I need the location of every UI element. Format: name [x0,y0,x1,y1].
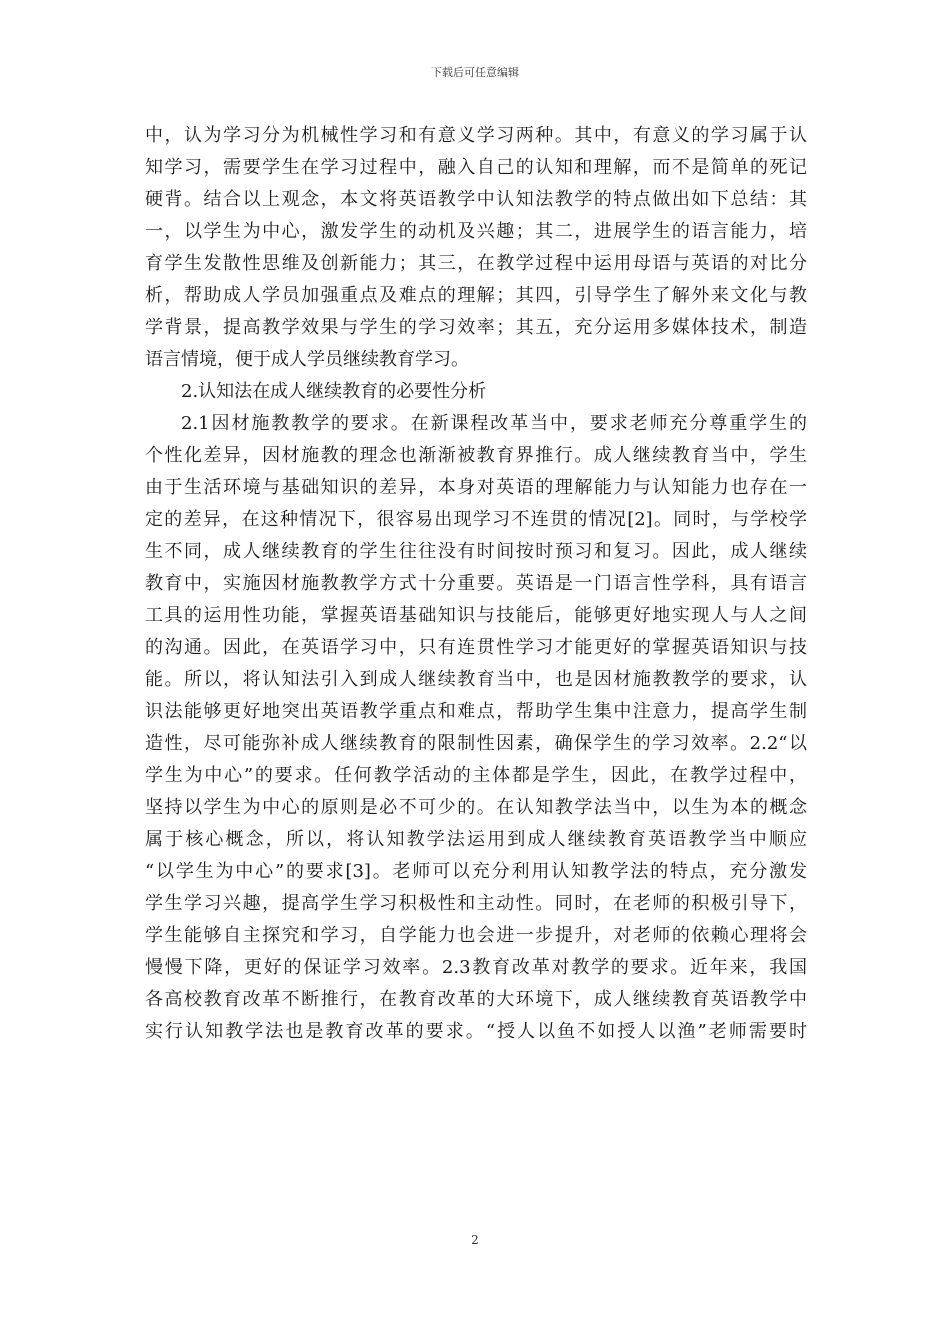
paragraph-2 [145,408,807,1048]
text-line: 硬背。结合以上观念，本文将英语教学中认知法教学的特点做出如下总结：其 [145,189,807,210]
text-line: 生不同，成人继续教育的学生往往没有时间按时预习和复习。因此，成人继续 [145,541,807,562]
text-line: 的沟通。因此，在英语学习中，只有连贯性学习才能更好的掌握英语知识与技 [145,637,807,658]
section-heading: 2.认知法在成人继续教育的必要性分析 [181,381,487,402]
text-line: 由于生活环境与基础知识的差异，本身对英语的理解能力与认知能力也存在一 [145,477,807,498]
text-line: 识法能够更好地突出英语教学重点和难点，帮助学生集中注意力，提高学生制 [145,701,807,722]
text-line: 个性化差异，因材施教的理念也渐渐被教育界推行。成人继续教育当中，学生 [145,445,807,466]
text-line: 学生为中心”的要求。任何教学活动的主体都是学生，因此，在教学过程中， [145,765,807,786]
text-line: 学生学习兴趣，提高学生学习积极性和主动性。同时，在老师的积极引导下， [145,893,807,914]
text-line: 实行认知教学法也是教育改革的要求。“授人以鱼不如授人以渔”老师需要时 [145,1021,807,1042]
text-line: 知学习，需要学生在学习过程中，融入自己的认知和理解，而不是简单的死记 [145,157,807,178]
text-line: 慢慢下降，更好的保证学习效率。2.3教育改革对教学的要求。近年来，我国 [145,957,807,978]
paragraph-1 [145,120,807,376]
text-line: 育学生发散性思维及创新能力；其三，在教学过程中运用母语与英语的对比分 [145,253,807,274]
page-number: 2 [471,1233,479,1247]
text-line: 工具的运用性功能，掌握英语基础知识与技能后，能够更好地实现人与人之间 [145,605,807,626]
text-line: 析，帮助成人学员加强重点及难点的理解；其四，引导学生了解外来文化与教 [145,285,807,306]
text-line: “以学生为中心”的要求[3]。老师可以充分利用认知教学法的特点，充分激发 [145,861,807,882]
text-line: 造性，尽可能弥补成人继续教育的限制性因素，确保学生的学习效率。2.2“以 [145,733,807,754]
text-line: 能。所以，将认知法引入到成人继续教育当中，也是因材施教教学的要求，认 [145,669,807,690]
text-line: 2.1因材施教教学的要求。在新课程改革当中，要求老师充分尊重学生的 [181,413,807,434]
text-line: 属于核心概念，所以，将认知教学法运用到成人继续教育英语教学当中顺应 [145,829,807,850]
text-line: 坚持以学生为中心的原则是必不可少的。在认知教学法当中，以生为本的概念 [145,797,807,818]
text-line: 语言情境，便于成人学员继续教育学习。 [145,349,469,370]
text-line: 学背景，提高教学效果与学生的学习效率；其五，充分运用多媒体技术，制造 [145,317,807,338]
text-line: 中，认为学习分为机械性学习和有意义学习两种。其中，有意义的学习属于认 [145,125,807,146]
text-line: 一，以学生为中心，激发学生的动机及兴趣；其二，进展学生的语言能力，培 [145,221,807,242]
text-line: 各高校教育改革不断推行，在教育改革的大环境下，成人继续教育英语教学中 [145,989,807,1010]
text-line: 学生能够自主探究和学习，自学能力也会进一步提升，对老师的依赖心理将会 [145,925,807,946]
body-text [145,120,807,1048]
text-line: 教育中，实施因材施教教学方式十分重要。英语是一门语言性学科，具有语言 [145,573,807,594]
text-line: 定的差异，在这种情况下，很容易出现学习不连贯的情况[2]。同时，与学校学 [145,509,807,530]
page-header: 下载后可任意编辑 [431,66,519,79]
